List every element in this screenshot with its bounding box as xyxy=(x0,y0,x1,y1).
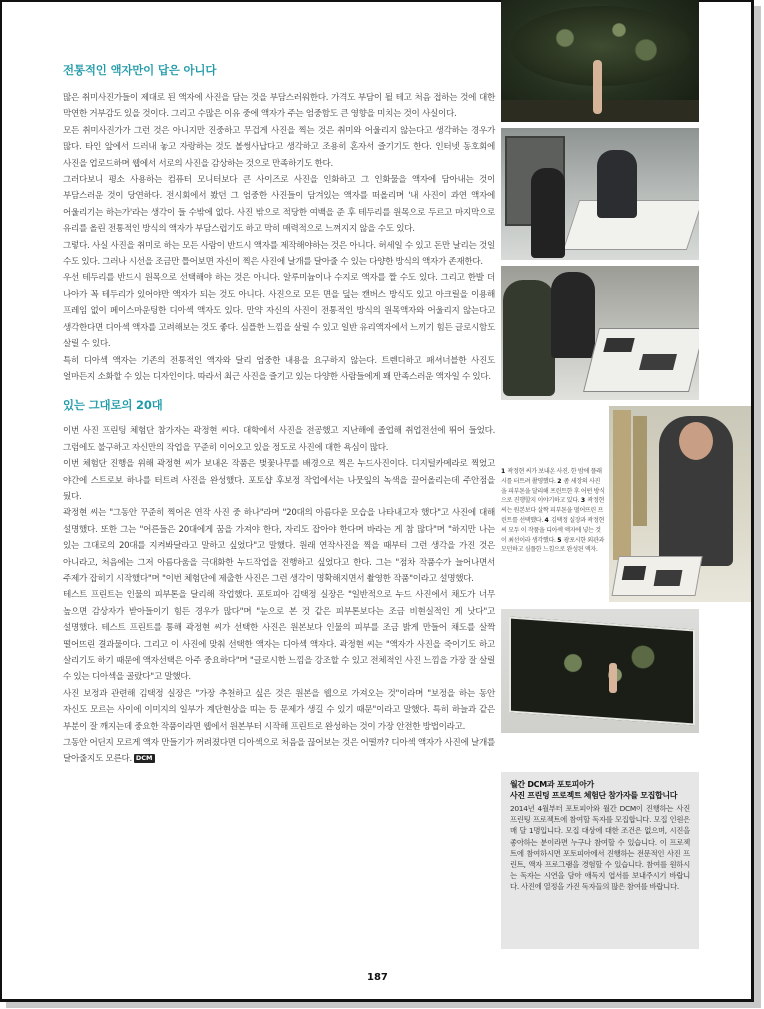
article-paragraph: 테스트 프린트는 인물의 피부톤을 달리해 작업했다. 포토피아 김택정 실장은 "일반적으로 누드 사진에서 채도가 너무 높으면 감상자가 받아들이기 힘든 경우가 많다"며 "눈으로 본 것 같은 피부톤보다는 조금 비현실적인 게 낫다"고 설명했다. 테스트 프린트를 통해 곽정현 씨가 선택한 사진은 원본보다 인물의 피부를 조금 밝게 만들어 채도를 살짝 떨어뜨린 결과물이다. 그리고 이 사진에 맞춰 선택한 액자는 디아섹 액자다. 곽정현 씨는 "액자가 사진을 죽이기도 하고 살리기도 하기 때문에 액자선택은 아주 중요하다"며 "글로시한 느낌을 강조할 수 있고 전체적인 사진 느낌을 가장 잘 살릴 수 있는 디아섹을 골랐다"고 말했다. xyxy=(63,590,495,683)
article-paragraph: 그러다보니 평소 사용하는 컴퓨터 모니터보다 큰 사이즈로 사진을 인화하고 그 인화물을 액자에 담아내는 것이 부담스러운 것이 당연하다. 전시회에서 봤던 그 엄중한 사진들이 담겨있는 액자를 떠올리며 '내 사진이 과연 액자에 어울리기는 하는가'라는 생각이 들 수밖에 없다. 사진 밖으로 적당한 여백을 준 후 테두리를 원목으로 두르고 마지막으로 유리를 올린 전통적인 방식의 액자가 부담스럽기도 하고 막히 매력적으로 느껴지지 않을 수도 있다. xyxy=(63,175,495,235)
caption-number: 5 xyxy=(557,536,562,544)
border-left xyxy=(0,0,2,1001)
caption-number: 2 xyxy=(557,477,562,485)
article-paragraph: 사진 보정과 관련해 김택정 실장은 "가장 추천하고 싶은 것은 원본을 웹으로 가져오는 것"이라며 "보정을 하는 동안 자신도 모르는 사이에 이미지의 일부가 계단현상을 띠는 등 문제가 생길 수 있기 때문"이라고 말했다. 특히 하늘과 같은 부분이 잘 깨지는데 중요한 작품이라면 웹에서 원본부터 시작해 프린트로 완성하는 것이 가장 안전한 방법이라고. xyxy=(63,688,495,732)
article-closing-text: 그동안 어딘지 모르게 액자 만들기가 꺼려졌다면 디아섹으로 처음을 끊어보는 것은 어떨까? 디아섹 액자가 사진에 날개를 달아줄지도 모른다. xyxy=(63,738,495,765)
photo-print-thumb xyxy=(654,570,683,586)
caption-text: 광포시한 외관과 모던하고 심플한 느낌으로 완성된 액자. xyxy=(501,536,605,554)
photo-5-diasec-frame xyxy=(501,609,699,733)
photo-person xyxy=(597,150,637,218)
recruitment-notice-box xyxy=(501,772,699,949)
caption-text: 좀 세장의 사진을 피부톤을 달리해 프린트한 후 어떤 방식으로 진행할지 이야기하고 있다. xyxy=(501,477,605,505)
article-column xyxy=(63,62,495,768)
caption-text: 곽정현 씨가 보내온 사진. 한 밤에 플래시를 터트려 촬영했다. xyxy=(501,468,602,485)
photo-3-discussion xyxy=(501,266,699,400)
notice-subtitle: 사진 프린팅 프로젝트 체험단 참가자를 모집합니다 xyxy=(510,791,678,800)
article-paragraph: 곽정현 씨는 "그동안 꾸준히 찍어온 연작 사진 중 하나"라며 "20대의 아름다운 모습을 나타내고자 했다"고 사진에 대해 설명했다. 또한 그는 "어른들은 20대에게 꿈을 가져야 한다, 자리도 잡아야 한다며 바라는 게 참 많다"며 "하지만 나는 있는 그대로의 20대를 지켜봐달라고 말하고 싶었다"고 말했다. 원래 연작사진을 찍을 때부터 그런 생각을 가진 것은 아니라고, 처음에는 그저 아름다움을 극대화한 누드작업을 진행하고 싶었다고 한다. 그는 "점차 작품수가 늘어나면서 주제가 잡히기 시작했다"며 "이번 체험단에 제출한 사진은 그런 생각이 명확해지면서 촬영한 작품"이라고 설명했다. xyxy=(63,508,495,584)
photo-person xyxy=(551,272,595,358)
article-paragraph-last xyxy=(63,735,495,768)
page-shadow-right xyxy=(754,6,761,1004)
photo-captions xyxy=(501,467,605,555)
photo-print-thumb xyxy=(639,354,677,370)
article-paragraph: 이번 체험단 진행을 위해 곽정현 씨가 보내온 작품은 벚꽃나무를 배경으로 찍은 누드사진이다. 디지털카메라로 찍었고 야간에 스트로보 하나를 터트려 사진을 완성했다. 포토샵 후보정 작업에서는 나뭇잎의 녹색을 끌어올리는데 주안점을 뒀다. xyxy=(63,459,495,502)
photo-print-thumb xyxy=(603,338,634,352)
caption-text: 김택정 실장과 곽정현 씨 모두 이 작품을 디아섹 액자에 넣는 것이 최선이라 생각했다. xyxy=(501,516,605,544)
section-title-traditional-frame: 전통적인 액자만이 답은 아니다 xyxy=(63,63,217,77)
photo-print-thumb xyxy=(622,566,646,580)
section-title-twenties: 있는 그대로의 20대 xyxy=(63,398,163,413)
photo-frame-stack xyxy=(633,416,647,526)
photo-foliage xyxy=(531,639,671,699)
photo-1-nude-under-tree xyxy=(501,0,699,122)
page-shadow-bottom xyxy=(6,1002,761,1008)
article-paragraph: 특히 디아섹 액자는 기존의 전통적인 액자와 달리 엄중한 내용을 요구하지 않는다. 트렌디하고 패셔너블한 사진도 얼마든지 소화할 수 있는 디자인이다. 따라서 최근 사진을 즐기고 있는 다양한 사람들에게 꽤 만족스러운 액자일 수 있다. xyxy=(63,355,495,382)
dcm-end-mark: DCM xyxy=(135,754,153,763)
article-paragraph: 우선 테두리를 반드시 원목으로 선택해야 하는 것은 아니다. 알루미늄이나 수지로 액자를 짤 수도 있다. 그리고 한발 더 나아가 꼭 테두리가 있어야만 액자가 되는 것도 아니다. 사진으로 모든 면을 덮는 캔버스 방식도 있고 아크릴을 이용해 프레임 없이 페이스마운팅한 디아섹 액자도 있다. 만약 자신의 사진이 전통적인 방식의 원목액자와 어울리지 않는다고 생각한다면 디아섹 액자를 고려해보는 것도 좋다. 심플한 느낌을 살릴 수 있고 일반 유리액자에서 느끼기 힘든 글로시함도 살릴 수 있다. xyxy=(63,273,495,350)
photo-4-technician xyxy=(609,406,751,602)
photo-frame-stack xyxy=(613,410,631,560)
photo-figure xyxy=(609,663,617,693)
caption-number: 3 xyxy=(580,497,585,505)
page-number: 187 xyxy=(367,972,388,983)
article-paragraph: 이번 사진 프린팅 체험단 참가자는 곽정현 씨다. 대학에서 사진을 전공했고 지난해에 졸업해 취업전선에 뛰어 들었다. 그럼에도 불구하고 자신만의 작업을 꾸준히 이어오고 있을 정도로 사진에 대한 욕심이 많다. xyxy=(63,426,495,453)
caption-number: 1 xyxy=(501,468,505,475)
article-paragraph: 모든 취미사진가가 그런 것은 아니지만 진중하고 무겁게 사진을 찍는 것은 취미와 어울리지 않는다고 생각하는 경우가 많다. 타인 앞에서 드러내 놓고 자랑하는 것도 볼썽사납다고 생각하고 조용히 혼자서 즐기기도 한다. 인터넷 동호회에 사진을 업로드하며 웹에서 서로의 사진을 감상하는 것으로 만족하기도 한다. xyxy=(63,125,495,169)
notice-title: 월간 DCM과 포토피아가 xyxy=(510,780,594,789)
photo-2-reviewing-prints xyxy=(501,128,699,260)
photo-person xyxy=(503,280,555,396)
photo-face xyxy=(679,422,713,460)
article-paragraph: 많은 취미사진가들이 제대로 된 액자에 사진을 담는 것을 부담스러워한다. 가격도 부담이 될 테고 처음 접하는 것에 대한 막연한 거부감도 있을 것이다. 그리고 수많은 이유 중에 액자가 주는 엄중함도 큰 영향을 미치는 것이 사실이다. xyxy=(63,93,495,120)
photo-person xyxy=(531,168,565,258)
caption-text: 곽정현 씨는 원본보다 살짝 피부톤을 떨어뜨린 프린트를 선택했다. xyxy=(501,497,605,524)
photo-figure xyxy=(593,60,602,114)
article-paragraph: 그렇다. 사실 사진을 취미로 하는 모든 사람이 반드시 액자를 제작해야하는 것은 아니다. 허세일 수 있고 돈만 날리는 것일 수도 있다. 그러나 시선을 조금만 틀어보면 자신이 찍은 사진에 날개를 달아줄 수 있는 다양한 방식의 액자가 존재한다. xyxy=(63,240,495,268)
caption-number: 4 xyxy=(544,516,549,524)
notice-body: 2014년 4월부터 포토피아와 월간 DCM이 진행하는 사진 프린팅 프로젝트에 참여할 독자를 모집합니다. 모집 인원은 매 달 1명입니다. 모집 대상에 대한 조건은 없으며, 시진을 좋아하는 분이라면 누구나 참여할 수 있습니다. 이 프로젝트에 참여하시면 포토피아에서 진행하는 전문적인 사진 프린트, 액자 프로그램을 경험할 수 있습니다. 참여를 원하시는 독자는 시연을 담아 애독지 엽서를 보내주시기 바랍니다. 사진에 열정을 가진 독자들의 많은 참여를 바랍니다. xyxy=(510,804,690,892)
